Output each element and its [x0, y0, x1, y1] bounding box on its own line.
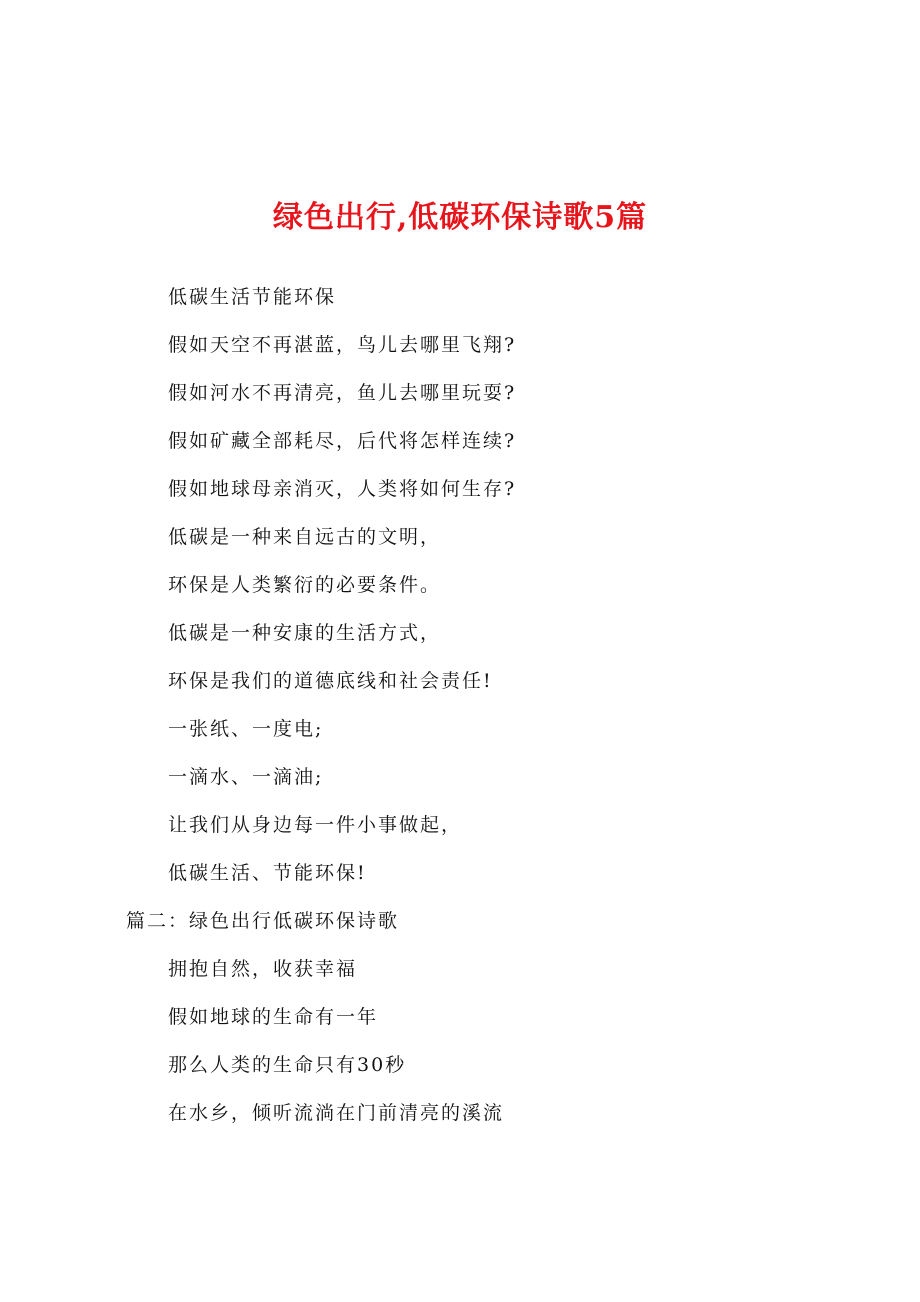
poem-line: 假如矿藏全部耗尽，后代将怎样连续?: [168, 430, 517, 452]
poem-line: 环保是人类繁衍的必要条件。: [168, 574, 442, 596]
poem-line: 假如地球母亲消灭，人类将如何生存?: [168, 478, 517, 500]
poem-line: 让我们从身边每一件小事做起，: [168, 814, 463, 836]
poem-line: 环保是我们的道德底线和社会责任!: [168, 670, 493, 692]
poem-line: 在水乡，倾听流淌在门前清亮的溪流: [168, 1102, 505, 1124]
poem-line: 低碳生活节能环保: [168, 286, 337, 308]
poem-line: 那么人类的生命只有30秒: [168, 1054, 407, 1076]
section-heading: 篇二：绿色出行低碳环保诗歌: [126, 910, 400, 932]
poem-line: 一张纸、一度电;: [168, 718, 324, 740]
poem-line: 拥抱自然，收获幸福: [168, 958, 358, 980]
poem-line: 低碳是一种来自远古的文明，: [168, 526, 442, 548]
poem-line: 低碳生活、节能环保!: [168, 862, 367, 884]
document-title: 绿色出行,低碳环保诗歌5篇: [272, 200, 648, 235]
poem-line: 低碳是一种安康的生活方式，: [168, 622, 442, 644]
poem-line: 假如天空不再湛蓝，鸟儿去哪里飞翔?: [168, 334, 517, 356]
poem-line: 假如地球的生命有一年: [168, 1006, 379, 1028]
poem-line: 一滴水、一滴油;: [168, 766, 324, 788]
poem-line: 假如河水不再清亮，鱼儿去哪里玩耍?: [168, 382, 517, 404]
